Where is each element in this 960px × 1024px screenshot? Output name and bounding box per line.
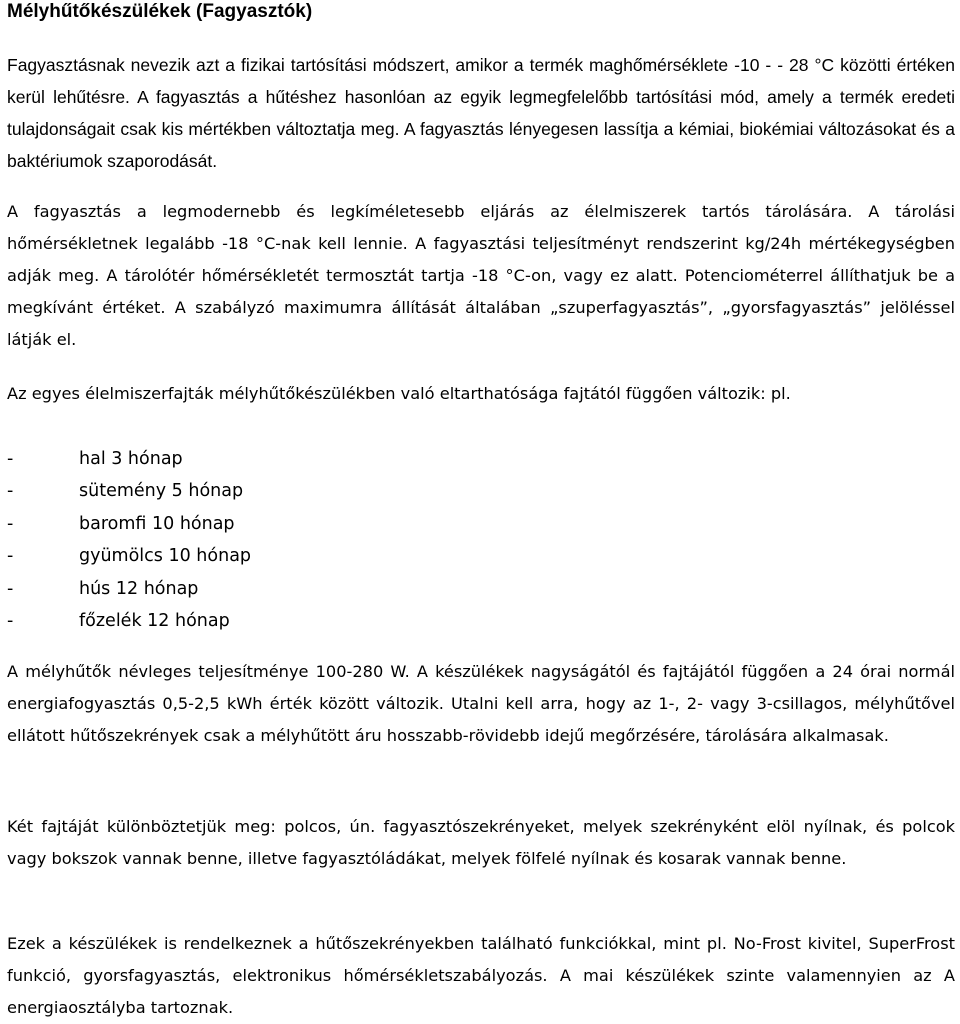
paragraph-features: Ezek a készülékek is rendelkeznek a hűtőszekrényekben található funkciókkal, mint pl. No-Frost kivitel, SuperFrost funkció, gyorsfagyasztás, elektronikus hőmérsékletszabályozás. A mai készülékek szinte valamennyien az A energiaosztályba tartoznak. (7, 934, 955, 1017)
list-dash: - (7, 546, 14, 567)
list-item (7, 443, 251, 475)
document-title: Mélyhűtőkészülékek (Fagyasztók) (7, 1, 313, 22)
paragraph-shelf-life-intro: Az egyes élelmiszerfajták mélyhűtőkészülékben való eltarthatósága fajtától függően változik: pl. (7, 384, 791, 403)
list-item-text: hús 12 hónap (79, 578, 199, 599)
paragraph-freezing-definition: Fagyasztásnak nevezik azt a fizikai tartósítási módszert, amikor a termék maghőmérséklete -10 - - 28 °C közötti értéken kerül lehűtésre. A fagyasztás a hűtéshez hasonlóan az egyik legmegfelelőbb tartósítási mód, amely a termék eredeti tulajdonságait csak kis mértékben változtatja meg. A fagyasztás lényegesen lassítja a kémiai, biokémiai változásokat és a baktériumok szaporodását. (7, 55, 955, 171)
list-item-text: baromfi 10 hónap (79, 513, 235, 534)
list-item (7, 508, 251, 540)
list-dash: - (7, 578, 14, 599)
paragraph-power-consumption: A mélyhűtők névleges teljesítménye 100-280 W. A készülékek nagyságától és fajtájától függően a 24 órai normál energiafogyasztás 0,5-2,5 kWh érték között változik. Utalni kell arra, hogy az 1-, 2- vagy 3-csillagos, mélyhűtővel ellátott hűtőszekrények csak a mélyhűtött áru hosszabb-rövidebb idejű megőrzésére, tárolására alkalmasak. (7, 662, 955, 745)
paragraph-freezer-types: Két fajtáját különböztetjük meg: polcos, ún. fagyasztószekrényeket, melyek szekrényként elöl nyílnak, és polcok vagy bokszok vannak benne, illetve fagyasztóládákat, melyek fölfelé nyílnak és kosarak vannak benne. (7, 817, 955, 868)
list-item (7, 573, 251, 605)
list-dash: - (7, 513, 14, 534)
list-item (7, 605, 251, 637)
list-item (7, 540, 251, 572)
paragraph-storage-temperature: A fagyasztás a legmodernebb és legkíméletesebb eljárás az élelmiszerek tartós tárolására. A tárolási hőmérsékletnek legalább -18 °C-nak kell lennie. A fagyasztási teljesítményt rendszerint kg/24h mértékegységben adják meg. A tárolótér hőmérsékletét termosztát tartja -18 °C-on, vagy ez alatt. Potenciométerrel állíthatjuk be a megkívánt értéket. A szabályzó maximumra állítását általában „szuperfagyasztás”, „gyorsfagyasztás” jelöléssel látják el. (7, 202, 955, 349)
shelf-life-list (7, 443, 251, 637)
list-item (7, 475, 251, 507)
list-dash: - (7, 449, 14, 469)
list-dash: - (7, 481, 14, 502)
list-item-text: főzelék 12 hónap (79, 611, 230, 632)
list-dash: - (7, 611, 14, 632)
list-item-text: hal 3 hónap (79, 449, 183, 469)
list-item-text: gyümölcs 10 hónap (79, 546, 252, 567)
list-item-text: sütemény 5 hónap (79, 481, 244, 502)
